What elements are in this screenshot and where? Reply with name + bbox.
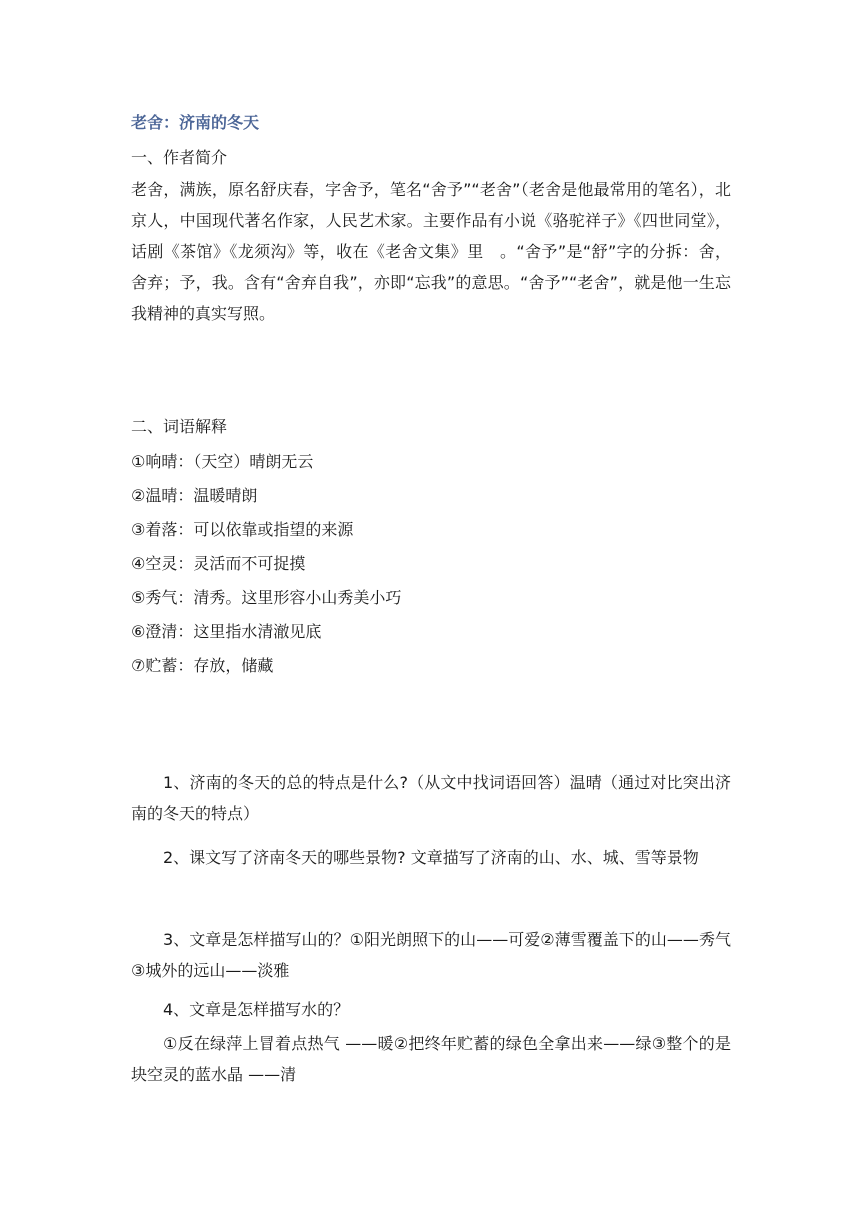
vocab-item: ⑥澄清：这里指水清澈见底: [131, 622, 322, 641]
vocab-item: ⑦贮蓄：存放，储藏: [131, 656, 274, 675]
question-item: 1、济南的冬天的总的特点是什么?（从文中找词语回答）温晴（通过对比突出济南的冬天的特点）: [131, 773, 731, 823]
question-item: ①反在绿萍上冒着点热气 ——暖②把终年贮蓄的绿色全拿出来——绿③整个的是块空灵的蓝水晶 ——清: [131, 1034, 731, 1084]
section-heading-author: 一、作者简介: [131, 148, 228, 167]
vocab-item: ③着落：可以依靠或指望的来源: [131, 520, 354, 539]
document-title: 老舍：济南的冬天: [131, 113, 260, 132]
vocab-item: ⑤秀气：清秀。这里形容小山秀美小巧: [131, 588, 402, 607]
question-item: 3、文章是怎样描写山的？①阳光朗照下的山——可爱②薄雪覆盖下的山——秀气③城外的远山——淡雅: [131, 930, 731, 980]
author-intro-paragraph: 老舍，满族，原名舒庆春，字舍予，笔名“舍予”“老舍”（老舍是他最常用的笔名），北京人，中国现代著名作家，人民艺术家。主要作品有小说《骆驼祥子》《四世同堂》，话剧《茶馆》《龙须沟》等，收在《老舍文集》里 。“舍予”是“舒”字的分拆：舍，舍弃；予，我。含有“舍弃自我”，亦即“忘我”的意思。“舍予”“老舍”，就是他一生忘我精神的真实写照。: [131, 180, 731, 323]
question-item: 4、文章是怎样描写水的？: [163, 1000, 350, 1019]
vocab-item: ②温晴：温暖晴朗: [131, 486, 258, 505]
vocab-item: ①响晴：（天空）晴朗无云: [131, 452, 314, 471]
section-heading-vocabulary: 二、词语解释: [131, 417, 228, 436]
vocab-item: ④空灵：灵活而不可捉摸: [131, 554, 306, 573]
question-item: 2、课文写了济南冬天的哪些景物? 文章描写了济南的山、水、城、雪等景物: [163, 848, 699, 867]
